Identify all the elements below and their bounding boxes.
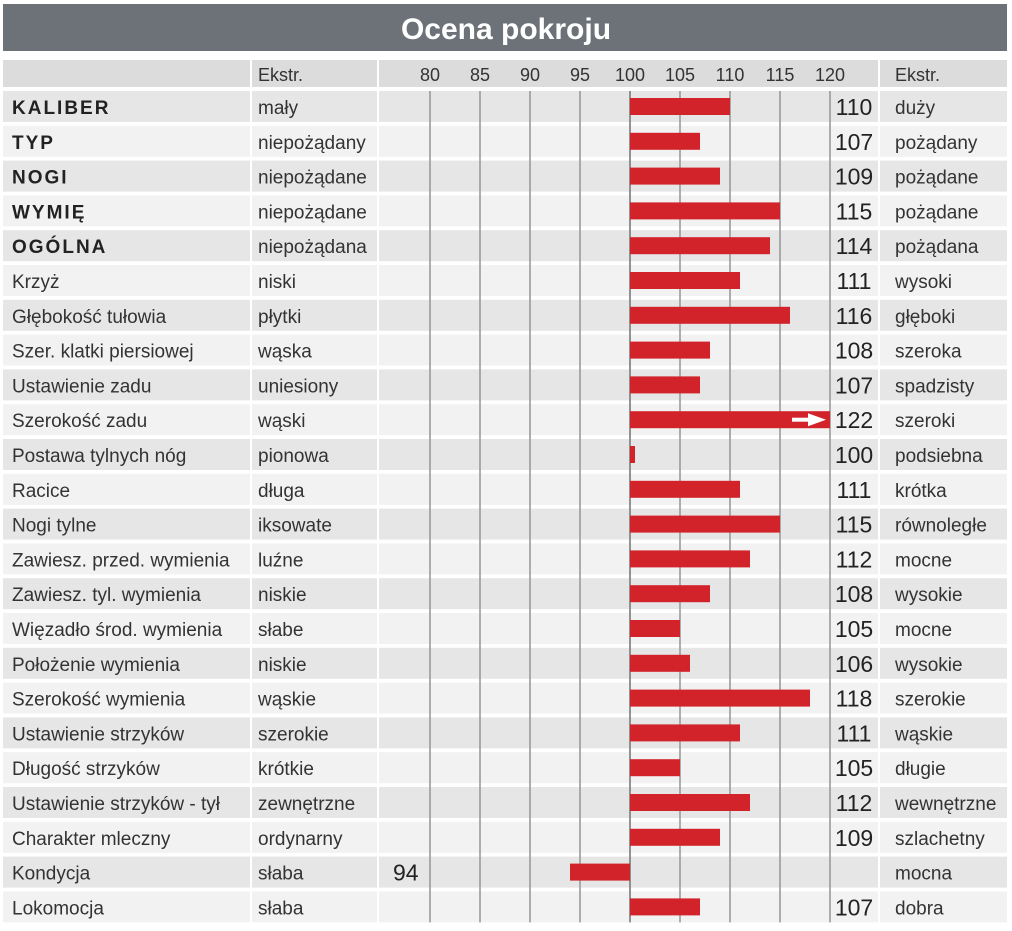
row-cell-plot <box>379 474 878 505</box>
low-extreme-label: wąski <box>258 411 306 433</box>
trait-label: Szerokość zadu <box>12 411 148 433</box>
trait-label: Postawa tylnych nóg <box>12 446 187 467</box>
high-extreme-label: krótka <box>895 480 947 502</box>
row-cell-plot <box>379 717 878 748</box>
high-extreme-label: duży <box>895 98 936 119</box>
high-extreme-label: wewnętrzne <box>895 794 997 815</box>
x-tick-label: 95 <box>569 65 591 85</box>
trait-label: Zawiesz. przed. wymienia <box>12 550 230 572</box>
bar <box>630 446 635 463</box>
high-extreme-label: podsiebna <box>895 446 983 467</box>
value-label: 107 <box>834 894 874 921</box>
value-label: 108 <box>834 337 874 364</box>
row-cell-plot <box>379 648 878 679</box>
trait-label: Ustawienie zadu <box>12 376 152 398</box>
row-cell-plot <box>379 543 878 574</box>
bar <box>630 307 790 324</box>
row-cell-plot <box>379 891 878 922</box>
bar <box>630 376 700 393</box>
value-label: 107 <box>834 128 874 155</box>
low-extreme-label: słaba <box>258 863 304 885</box>
row-cell-plot <box>379 300 878 331</box>
bar <box>630 898 700 915</box>
high-extreme-label: pożądane <box>895 202 979 224</box>
row-cell-plot <box>379 578 878 609</box>
value-label: 105 <box>834 616 874 642</box>
bar <box>630 620 680 637</box>
low-extreme-label: mały <box>258 98 299 119</box>
trait-label: Położenie wymienia <box>12 654 180 676</box>
bar <box>630 133 700 150</box>
trait-label: Kondycja <box>12 863 91 885</box>
x-tick-label: 110 <box>715 65 745 85</box>
trait-label: Szerokość wymienia <box>12 689 186 711</box>
bar <box>630 585 710 602</box>
value-label: 109 <box>834 824 874 851</box>
value-label: 111 <box>836 268 872 294</box>
low-extreme-label: niepożądany <box>258 132 366 154</box>
low-extreme-label: niski <box>258 272 297 293</box>
high-extreme-label: spadzisty <box>895 376 975 398</box>
high-extreme-label: wysoki <box>895 272 953 293</box>
high-extreme-label: mocne <box>895 550 953 572</box>
bar <box>630 237 770 254</box>
row-cell-plot <box>379 369 878 400</box>
high-extreme-label: szeroki <box>895 411 956 433</box>
value-label: 115 <box>835 511 873 538</box>
low-extreme-label: ordynarny <box>258 828 343 850</box>
x-tick-label: 80 <box>419 65 441 85</box>
bar <box>570 864 630 881</box>
trait-label: Szer. klatki piersiowej <box>12 341 194 363</box>
trait-label: OGÓLNA <box>12 237 108 259</box>
row-cell-plot <box>379 613 878 644</box>
value-label: 118 <box>835 685 873 712</box>
trait-label: Lokomocja <box>12 898 104 920</box>
x-tick-label: 100 <box>614 65 646 85</box>
value-label: 114 <box>835 233 873 260</box>
high-extreme-label: równoległe <box>895 515 987 537</box>
high-extreme-label: wąskie <box>895 724 954 746</box>
bar <box>630 690 810 707</box>
value-label: 111 <box>836 476 872 503</box>
bar <box>630 724 740 741</box>
trait-label: Charakter mleczny <box>12 828 171 850</box>
header-extreme-left: Ekstr. <box>258 65 304 85</box>
low-extreme-label: zewnętrzne <box>258 794 356 815</box>
row-cell-plot <box>379 195 878 226</box>
bar <box>630 516 780 533</box>
trait-label: Ustawienie strzyków - tył <box>12 794 220 815</box>
bar <box>630 272 740 289</box>
high-extreme-label: pożądane <box>895 167 979 189</box>
row-cell-plot <box>379 752 878 783</box>
trait-label: Racice <box>12 480 71 502</box>
high-extreme-label: szeroka <box>895 341 962 363</box>
low-extreme-label: iksowate <box>258 515 332 537</box>
low-extreme-label: słabe <box>258 620 304 641</box>
row-cell-plot <box>379 335 878 366</box>
value-label: 94 <box>393 859 419 886</box>
row-cell-plot <box>379 509 878 540</box>
value-label: 116 <box>835 302 873 329</box>
value-label: 110 <box>835 94 873 120</box>
overflow-arrow-shaft <box>792 418 810 422</box>
bar <box>630 98 730 115</box>
header-extreme-right: Ekstr. <box>895 65 941 85</box>
bar <box>630 550 750 567</box>
value-label: 106 <box>834 650 874 677</box>
low-extreme-label: wąskie <box>258 689 317 711</box>
value-label: 112 <box>835 546 873 573</box>
high-extreme-label: głęboki <box>895 306 956 328</box>
bar <box>630 342 710 359</box>
bar <box>630 481 740 498</box>
high-extreme-label: szlachetny <box>895 828 985 850</box>
low-extreme-label: niepożądane <box>258 202 367 224</box>
trait-label: WYMIĘ <box>12 202 87 224</box>
x-tick-label: 90 <box>519 65 541 85</box>
trait-label: Krzyż <box>12 272 60 293</box>
low-extreme-label: niepożądana <box>258 237 367 259</box>
value-label: 122 <box>834 407 874 434</box>
bar <box>630 829 720 846</box>
value-label: 111 <box>836 720 872 747</box>
trait-label: KALIBER <box>12 98 111 119</box>
x-tick-label: 105 <box>664 65 696 85</box>
high-extreme-label: wysokie <box>895 585 963 607</box>
value-label: 109 <box>834 163 874 190</box>
low-extreme-label: szerokie <box>258 724 329 746</box>
chart-title: Ocena pokroju <box>400 13 612 46</box>
high-extreme-label: mocna <box>895 863 953 885</box>
low-extreme-label: płytki <box>258 306 302 328</box>
value-label: 108 <box>834 581 874 608</box>
trait-label: Więzadło środ. wymienia <box>12 620 223 641</box>
row-cell-plot <box>379 161 878 192</box>
trait-label: Nogi tylne <box>12 515 97 537</box>
row-cell-plot <box>379 439 878 470</box>
low-extreme-label: niskie <box>258 654 307 676</box>
trait-label: Ustawienie strzyków <box>12 724 185 746</box>
trait-label: Długość strzyków <box>12 759 160 781</box>
trait-label: Zawiesz. tyl. wymienia <box>12 585 201 607</box>
row-cell-plot <box>379 822 878 853</box>
low-extreme-label: wąska <box>258 341 312 363</box>
low-extreme-label: długa <box>258 480 305 502</box>
high-extreme-label: pożądana <box>895 237 979 259</box>
high-extreme-label: dobra <box>895 898 944 920</box>
row-cell-plot <box>379 265 878 296</box>
row-cell-plot <box>379 126 878 157</box>
high-extreme-label: długie <box>895 759 946 781</box>
x-tick-label: 120 <box>814 65 846 85</box>
trait-label: TYP <box>12 132 55 154</box>
low-extreme-label: niskie <box>258 585 307 607</box>
value-label: 105 <box>834 755 874 782</box>
high-extreme-label: wysokie <box>895 654 963 676</box>
value-label: 100 <box>834 442 874 468</box>
x-tick-label: 85 <box>469 65 491 85</box>
bar <box>630 759 680 776</box>
bar <box>630 202 780 219</box>
value-label: 107 <box>834 372 874 399</box>
header-cell <box>3 60 250 87</box>
high-extreme-label: mocne <box>895 620 953 641</box>
value-label: 112 <box>835 790 873 816</box>
trait-label: NOGI <box>12 167 69 189</box>
row-cell-plot <box>379 91 878 122</box>
bar <box>630 168 720 185</box>
low-extreme-label: słaba <box>258 898 304 920</box>
low-extreme-label: niepożądane <box>258 167 367 189</box>
row-cell-plot <box>379 230 878 261</box>
trait-label: Głębokość tułowia <box>12 306 167 328</box>
value-label: 115 <box>835 198 873 225</box>
low-extreme-label: uniesiony <box>258 376 339 398</box>
row-cell-plot <box>379 787 878 818</box>
low-extreme-label: luźne <box>258 550 304 572</box>
high-extreme-label: pożądany <box>895 132 978 154</box>
low-extreme-label: krótkie <box>258 759 314 781</box>
x-tick-label: 115 <box>765 65 795 85</box>
bar <box>630 655 690 672</box>
low-extreme-label: pionowa <box>258 446 329 467</box>
bar <box>630 794 750 811</box>
high-extreme-label: szerokie <box>895 689 966 711</box>
